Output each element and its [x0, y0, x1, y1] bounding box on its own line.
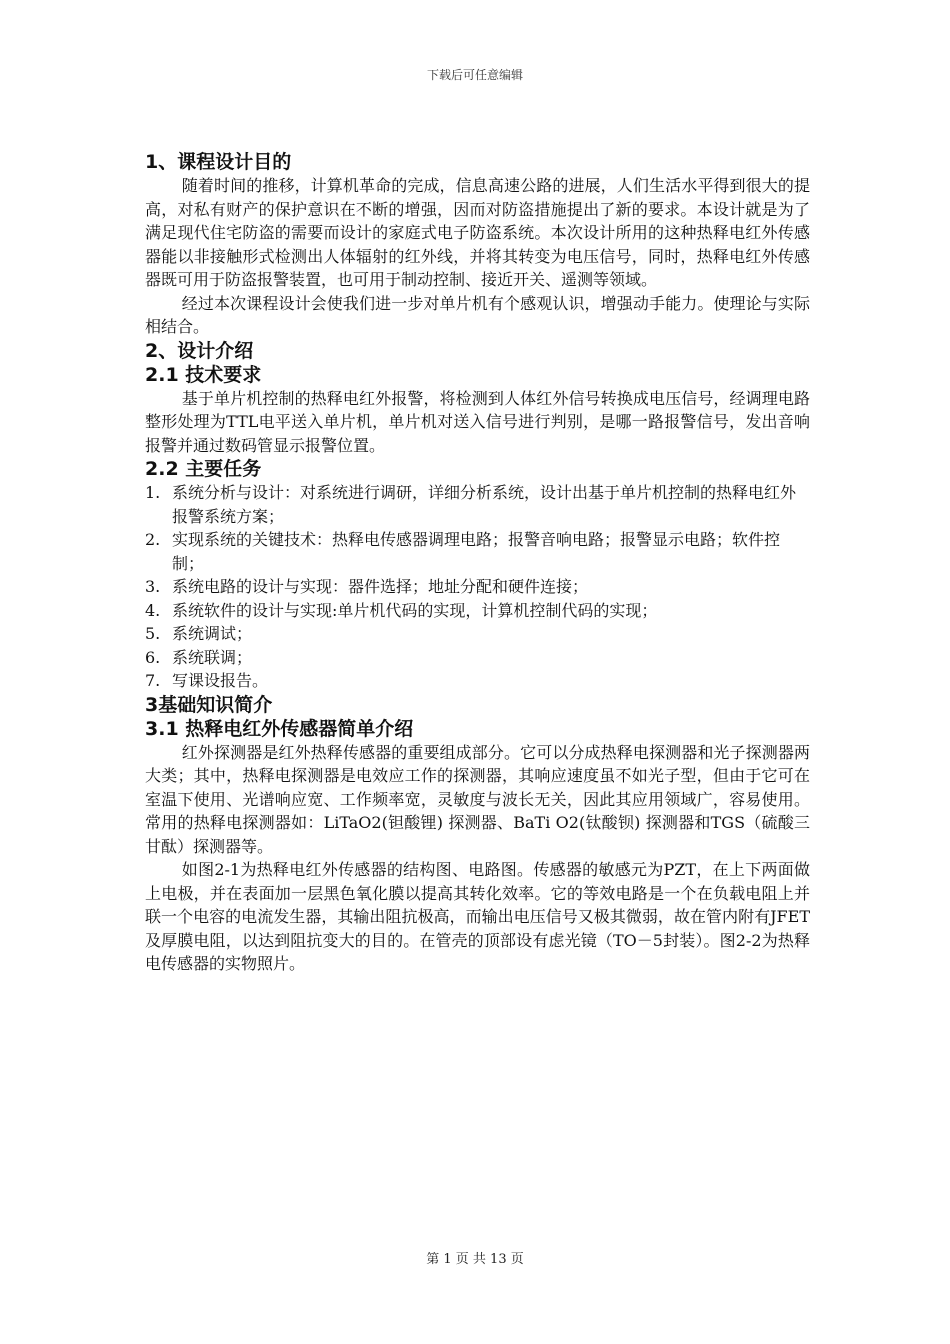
task-item	[145, 528, 810, 575]
task-number: 5.	[145, 624, 161, 643]
task-item	[145, 481, 810, 528]
section-1-title: 1、课程设计目的	[145, 151, 292, 173]
task-number: 2.	[145, 530, 161, 549]
task-item	[145, 646, 810, 670]
section-3-title: 3基础知识简介	[145, 693, 273, 716]
task-number: 3.	[145, 577, 161, 596]
task-item	[145, 575, 810, 599]
section-2-1-paragraph: 基于单片机控制的热释电红外报警，将检测到人体红外信号转换成电压信号，经调理电路整形处理为TTL电平送入单片机，单片机对送入信号进行判别，是哪一路报警信号，发出音响报警并通过数码管显示报警位置。	[145, 388, 810, 455]
task-text: 系统调试；	[172, 624, 253, 643]
task-list	[145, 481, 810, 693]
task-text: 系统分析与设计：对系统进行调研，详细分析系统，设计出基于单片机控制的热释电红外报警系统方案；	[172, 483, 797, 526]
task-item	[145, 599, 810, 623]
task-number: 1.	[145, 483, 161, 502]
section-3-1-title: 3.1 热释电红外传感器简单介绍	[145, 717, 414, 740]
section-3-1-paragraph-1: 红外探测器是红外热释传感器的重要组成部分。它可以分成热释电探测器和光子探测器两大类；其中，热释电探测器是电效应工作的探测器，其响应速度虽不如光子型，但由于它可在室温下使用、光谱响应宽、工作频率宽，灵敏度与波长无关，因此其应用领域广，容易使用。常用的热释电探测器如：LiTaO2(钽酸锂) 探测器、BaTi O2(钛酸钡) 探测器和TGS（硫酸三甘酞）探测器等。	[145, 742, 810, 856]
document-body	[145, 150, 810, 976]
task-text: 系统软件的设计与实现:单片机代码的实现，计算机控制代码的实现；	[172, 600, 658, 620]
task-text: 系统联调；	[172, 647, 253, 667]
task-text: 实现系统的关键技术：热释电传感器调理电路；报警音响电路；报警显示电路；软件控制；	[172, 530, 781, 573]
section-1-paragraph-1: 随着时间的推移，计算机革命的完成，信息高速公路的进展，人们生活水平得到很大的提高，对私有财产的保护意识在不断的增强，因而对防盗措施提出了新的要求。本设计就是为了满足现代住宅防盗的需要而设计的家庭式电子防盗系统。本次设计所用的这种热释电红外传感器能以非接触形式检测出人体辐射的红外线，并将其转变为电压信号，同时，热释电红外传感器既可用于防盗报警装置，也可用于制动控制、接近开关、遥测等领域。	[145, 176, 810, 289]
task-item	[145, 622, 810, 646]
task-number: 6.	[145, 647, 161, 667]
task-text: 写课设报告。	[172, 671, 269, 690]
section-1-paragraph-2: 经过本次课程设计会使我们进一步对单片机有个感观认识，增强动手能力。使理论与实际相结合。	[145, 293, 810, 336]
task-number: 7.	[145, 671, 161, 690]
section-2-title: 2、设计介绍	[145, 339, 254, 362]
task-text: 系统电路的设计与实现：器件选择；地址分配和硬件连接；	[172, 577, 589, 596]
page-footer: 第 1 页 共 13 页	[426, 1252, 524, 1267]
task-number: 4.	[145, 600, 161, 620]
section-2-2-title: 2.2 主要任务	[145, 458, 262, 480]
page-header: 下载后可任意编辑	[426, 68, 523, 82]
section-3-1-paragraph-2: 如图2-1为热释电红外传感器的结构图、电路图。传感器的敏感元为PZT，在上下两面做上电极，并在表面加一层黑色氧化膜以提高其转化效率。它的等效电路是一个在负载电阻上并联一个电容的电流发生器，其输出阻抗极高，而输出电压信号又极其微弱，故在管内附有JFET及厚膜电阻，以达到阻抗变大的目的。在管壳的顶部设有虑光镜（TO－5封装）。图2-2为热释电传感器的实物照片。	[145, 860, 810, 973]
task-item	[145, 669, 810, 693]
section-2-1-title: 2.1 技术要求	[145, 363, 262, 386]
